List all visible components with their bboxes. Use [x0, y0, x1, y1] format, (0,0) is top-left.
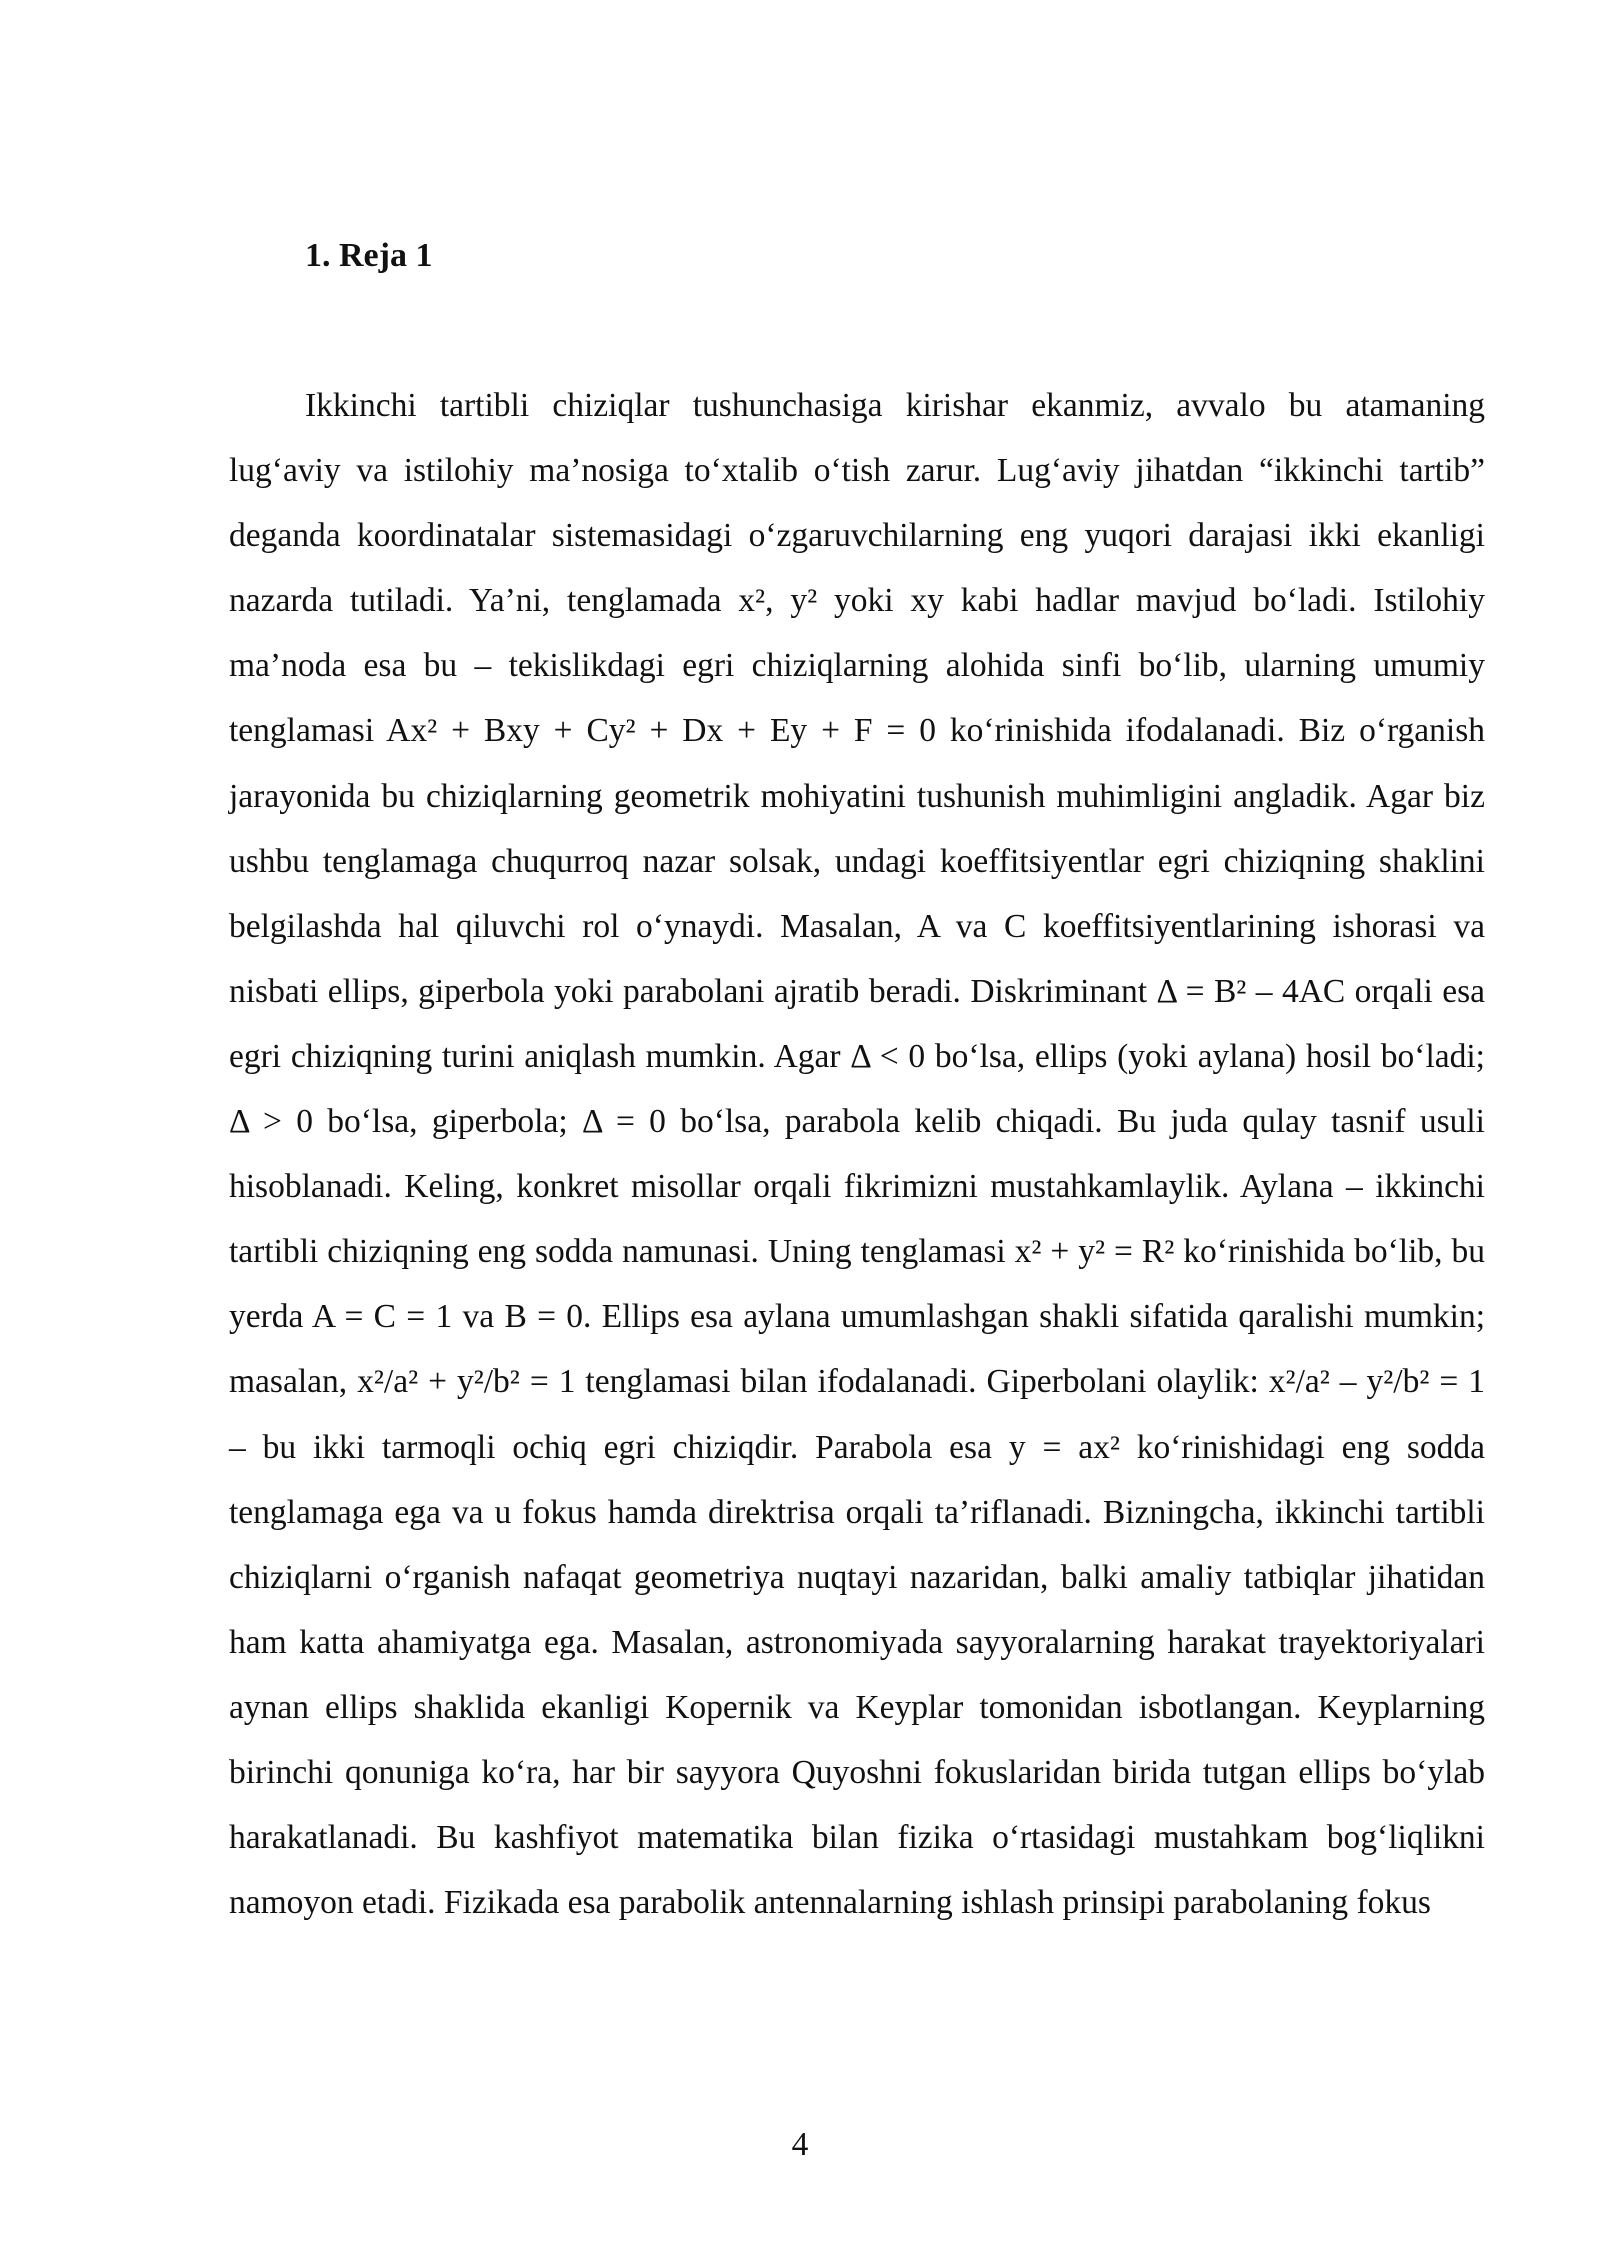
page-number: 4: [791, 2126, 809, 2163]
body-paragraph: Ikkinchi tartibli chiziqlar tushunchasiga kirishar ekanmiz, avvalo bu atamaning lug‘aviy va istilohiy ma’nosiga to‘xtalib o‘tish zarur. Lug‘aviy jihatdan “ikkinchi tartib” deganda koordinatalar sistemasidagi o‘zgaruvchilarning eng yuqori darajasi ikki ekanligi nazarda tutiladi. Ya’ni, tenglamada x², y² yoki xy kabi hadlar mavjud bo‘ladi. Istilohiy ma’noda esa bu – tekislikdagi egri chiziqlarning alohida sinfi bo‘lib, ularning umumiy tenglamasi Ax² + Bxy + Cy² + Dx + Ey + F = 0 ko‘rinishida ifodalanadi. Biz o‘rganish jarayonida bu chiziqlarning geometrik mohiyatini tushunish muhimligini angladik. Agar biz ushbu tenglamaga chuqurroq nazar solsak, undagi koeffitsiyentlar egri chiziqning shaklini belgilashda hal qiluvchi rol o‘ynaydi. Masalan, A va C koeffitsiyentlarining ishorasi va nisbati ellips, giperbola yoki parabolani ajratib beradi. Diskriminant Δ = B² – 4AC orqali esa egri chiziqning turini aniqlash mumkin. Agar Δ < 0 bo‘lsa, ellips (yoki aylana) hosil bo‘ladi; Δ > 0 bo‘lsa, giperbola; Δ = 0 bo‘lsa, parabola kelib chiqadi. Bu juda qulay tasnif usuli hisoblanadi. Keling, konkret misollar orqali fikrimizni mustahkamlaylik. Aylana – ikkinchi tartibli chiziqning eng sodda namunasi. Uning tenglamasi x² + y² = R² ko‘rinishida bo‘lib, bu yerda A = C = 1 va B = 0. Ellips esa aylana umumlashgan shakli sifatida qaralishi mumkin; masalan, x²/a² + y²/b² = 1 tenglamasi bilan ifodalanadi. Giperbolani olaylik: x²/a² – y²/b² = 1 – bu ikki tarmoqli ochiq egri chiziqdir. Parabola esa y = ax² ko‘rinishidagi eng sodda tenglamaga ega va u fokus hamda direktrisa orqali ta’riflanadi. Bizningcha, ikkinchi tartibli chiziqlarni o‘rganish nafaqat geometriya nuqtayi nazaridan, balki amaliy tatbiqlar jihatidan ham katta ahamiyatga ega. Masalan, astronomiyada sayyoralarning harakat trayektoriyalari aynan ellips shaklida ekanligi Kopernik va Keyplar tomonidan isbotlangan. Keyplarning birinchi qonuniga ko‘ra, har bir sayyora Quyoshni fokuslaridan birida tutgan ellips bo‘ylab harakatlanadi. Bu kashfiyot matematika bilan fizika o‘rtasidagi mustahkam bog‘liqlikni namoyon etadi. Fizikada esa parabolik antennalarning ishlash prinsipi parabolaning fokus: [229, 387, 1485, 1922]
section-heading: 1. Reja 1: [305, 237, 433, 274]
